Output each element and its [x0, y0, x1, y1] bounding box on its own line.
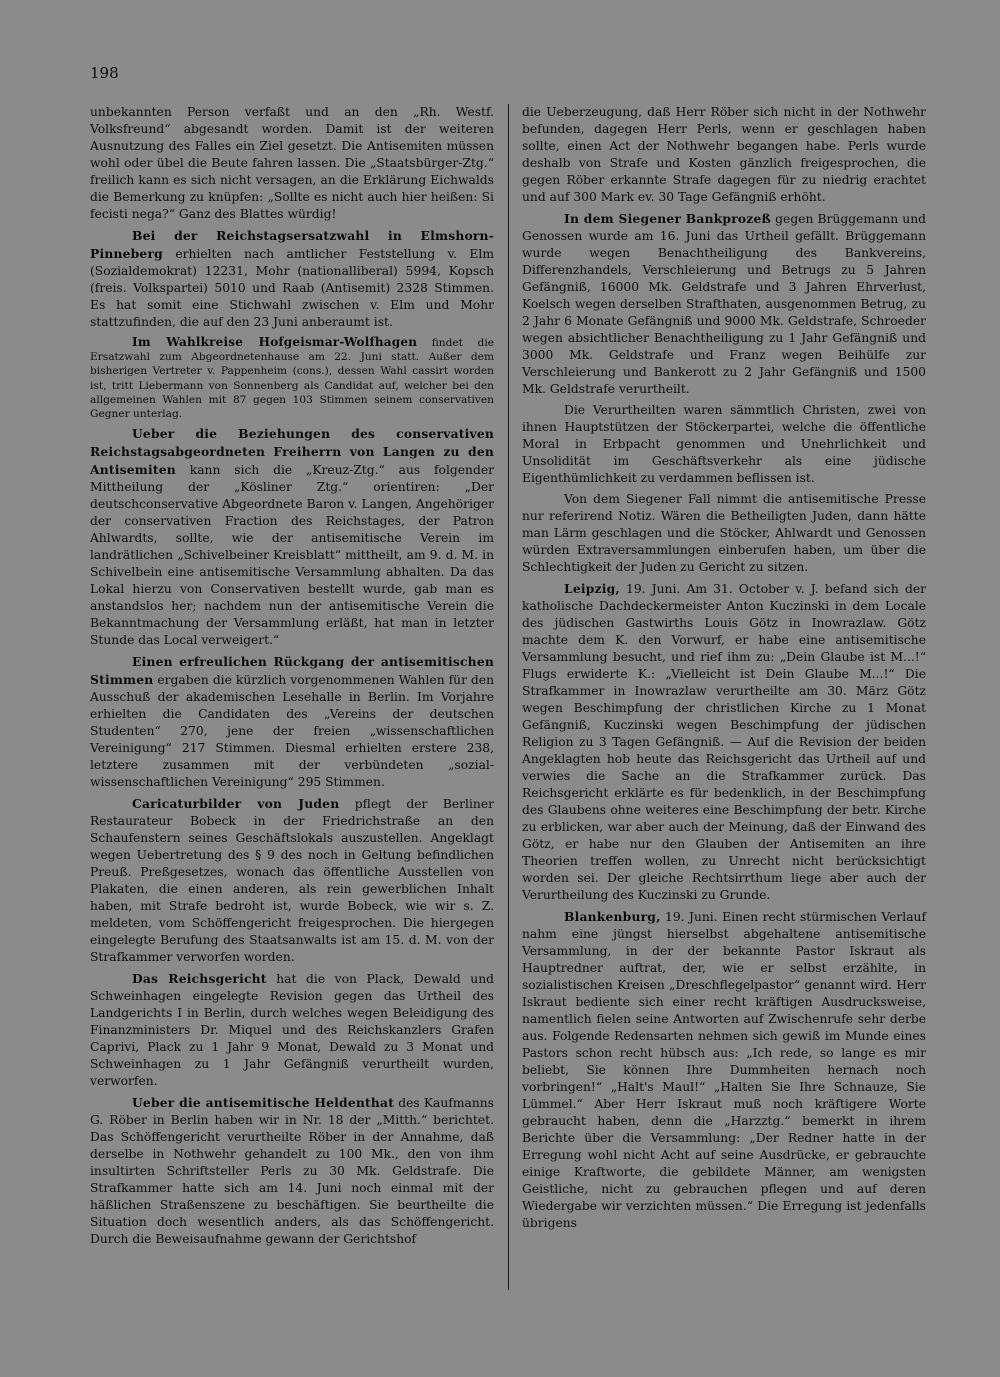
paragraph-langen: Ueber die Beziehungen des conservativen Reichstagsabgeordneten Freiherrn von Langen zu den Antisemiten kann sich die „Kreuz-Ztg.“ aus folgender Mittheilung der „Kösliner Ztg.“ orientiren: „Der deutschconservative Abgeordnete Baron v. Langen, Angehöriger der conservativen Fraction des Reichstages, der Patron Ahlwardts, sollte, wie der antisemitische Verein im landrätlichen „Schivelbeiner Kreisblatt“ mittheilt, am 9. d. M. in Schivelbein eine antisemitische Versammlung abhalten. Da das Lokal hierzu von Conservativen bestellt wurde, gab man es anstandslos her; nachdem nun der antisemitische Verein die Bekanntmachung der Versammlung erläßt, hat man in letzter Stunde das Local verweigert.“ — [90, 426, 494, 648]
paragraph-lead: Einen erfreulichen Rückgang der antisemitischen Stimmen — [90, 654, 494, 688]
paragraph-lead: Bei der Reichstagsersatzwahl in Elmshorn-Pinneberg — [90, 228, 494, 261]
paragraph-caricatur: Caricaturbilder von Juden pflegt der Berliner Restaurateur Bobeck in der Friedrichstraße an den Schaufenstern seines Geschäftslokals auszustellen. Angeklagt wegen Uebertretung des § 9 des noch in Geltung befindlichen Preuß. Preßgesetzes, wonach das öffentliche Ausstellen von Plakaten, die einen anderen, als rein gewerblichen Inhalt haben, mit Strafe bedroht ist, wurde Bobeck, wie wir s. Z. meldeten, vom Schöffengericht freigesprochen. Die hiergegen eingelegte Berufung des Staatsanwalts ist am 15. d. M. von der Strafkammer verworfen worden. — [90, 796, 494, 965]
paragraph-siegener-fall: Von dem Siegener Fall nimmt die antisemitische Presse nur referirend Notiz. Wären die Betheiligten Juden, dann hätte man Lärm geschlagen und die Stöcker, Ahlwardt und Genossen würden Extraversammlungen einberufen haben, um über die Schlechtigkeit der Juden zu Gericht zu sitzen. — [522, 492, 926, 574]
paragraph-lead: Das Reichsgericht — [132, 971, 267, 987]
paragraph-lead: Im Wahlkreise Hofgeismar-Wolfhagen — [132, 335, 418, 349]
paragraph-continuation: unbekannten Person verfaßt und an den „Rh. Westf. Volksfreund“ abgesandt worden. Damit ist der weiteren Ausnutzung des Falles ein Ziel gesetzt. Die Antisemiten müssen wohl oder übel die Beute fahren lassen. Die „Staatsbürger-Ztg.“ freilich kann es sich nicht versagen, an die Erklärung Eichwalds die Bemerkung zu knüpfen: „Sollte es nicht auch hier heißen: Si fecisti nega?“ Ganz des Blattes würdig! — [90, 105, 494, 221]
paragraph-hofgeismar: Im Wahlkreise Hofgeismar-Wolfhagen findet die Ersatzwahl zum Abgeordnetenhause am 22. Juni statt. Außer dem bisherigen Vertreter v. Pappenheim (cons.), dessen Wahl cassirt worden ist, tritt Liebermann von Sonnenberg als Candidat auf, welcher bei den allgemeinen Wahlen mit 87 gegen 103 Stimmen seinem conservativen Gegner unterlag. — [90, 335, 494, 421]
paragraph-siegener: In dem Siegener Bankprozeß gegen Brüggemann und Genossen wurde am 16. Juni das Urtheil gefällt. Brüggemann wurde wegen Benachtheiligung des Bankvereins, Differenzhandels, Verschleierung und Betrugs zu 5 Jahren Gefängniß, 16000 Mk. Geldstrafe und 3 Jahren Ehrverlust, Koelsch wegen derselben Strafthaten, ausgenommen Betrug, zu 2 Jahr 6 Monate Gefängniß und 9000 Mk. Geldstrafe, Schroeder wegen absichtlicher Benachtheiligung zu 1 Jahr Gefängniß und 3000 Mk. Geldstrafe und Franz wegen Beihülfe zur Verschleierung und Bankerott zu 2 Jahr Gefängniß und 1500 Mk. Geldstrafe verurtheilt. — [522, 211, 926, 396]
paragraph-blankenburg: Blankenburg, 19. Juni. Einen recht stürmischen Verlauf nahm eine jüngst hierselbst abgehaltene antisemitische Versammlung, in der der bekannte Pastor Iskraut als Hauptredner auftrat, der, wie er selbst erzählte, in sozialistischen Kreisen „Dreschflegelpastor“ genannt wird. Herr Iskraut bediente sich einer recht kräftigen Ausdrucksweise, namentlich fielen seine Antworten auf Zwischenrufe sehr derbe aus. Folgende Redensarten nehmen sich gewiß im Munde eines Pastors schon recht hübsch aus: „Ich rede, so lange es mir beliebt, Sie können Ihre Dummheiten hernach noch vorbringen!“ „Halt's Maul!“ „Halten Sie Ihre Schnauze, Sie Lümmel.“ Aber Herr Iskraut muß noch kräftigere Worte gebraucht haben, denn die „Harzztg.“ bemerkt in ihrem Berichte über die Versammlung: „Der Redner hatte in der Erregung wohl nicht Acht auf seine Ausdrücke, er gebrauchte einige Kraftworte, die gebildete Männer, am wenigsten Geistliche, nicht zu gebrauchen pflegen und auf deren Wiedergabe wir verzichten müssen.“ Die Erregung ist jedenfalls übrigens — [522, 909, 926, 1230]
paragraph-verurtheilten: Die Verurtheilten waren sämmtlich Christen, zwei von ihnen Hauptstützen der Stöckerpartei, welche die öffentliche Moral in Erbpacht genommen und Unehrlichkeit und Unsolidität im Geschäftsverkehr als eine jüdische Eigenthümlichkeit zu verdammen beflissen ist. — [522, 403, 926, 485]
paragraph-lesehalle: Einen erfreulichen Rückgang der antisemitischen Stimmen ergaben die kürzlich vorgenommenen Wahlen für den Ausschuß der akademischen Lesehalle in Berlin. Im Vorjahre erhielten die Candidaten des „Vereins der deutschen Studenten“ 270, jene der freien „wissenschaftlichen Vereinigung“ 217 Stimmen. Diesmal erhielten erstere 238, letztere zusammen mit der verbündeten „sozial-wissenschaftlichen Vereinigung“ 295 Stimmen. — [90, 654, 494, 790]
paragraph-lead: In dem Siegener Bankprozeß — [564, 211, 772, 226]
paragraph-leipzig: Leipzig, 19. Juni. Am 31. October v. J. befand sich der katholische Dachdeckermeister Anton Kuczinski in dem Locale des jüdischen Gastwirths Louis Götz in Inowrazlaw. Götz machte dem K. den Vorwurf, er habe eine antisemitische Versammlung besucht, und rief ihm zu: „Dein Glaube ist M...!“ Flugs erwiderte K.: „Vielleicht ist Dein Glaube M...!“ Die Strafkammer in Inowrazlaw verurtheilte am 30. März Götz wegen Beschimpfung der christlichen Kirche zu 1 Monat Gefängniß, Kuczinski wegen Beschimpfung der jüdischen Religion zu 3 Tagen Gefängniß. — Auf die Revision der beiden Angeklagten hob heute das Reichsgericht das Urtheil auf und verwies die Sache an die Strafkammer zurück. Das Reichsgericht erklärte es für bedenklich, in der Beschimpfung des Glaubens ohne weiteres eine Beschimpfung der betr. Kirche zu erblicken, war aber auch der Meinung, daß der Einwand des Götz, er habe nur den Glauben der Antisemiten an ihre Theorien treffen wollen, zu Unrecht nicht berücksichtigt worden sei. Der gleiche Rechtsirrthum liege aber auch der Verurtheilung des Kuczinski zu Grunde. — [522, 581, 926, 902]
paragraph-lead: Blankenburg, — [564, 909, 661, 924]
paragraph-heldenthat: Ueber die antisemitische Heldenthat des Kaufmanns G. Röber in Berlin haben wir in Nr. 18 der „Mitth.“ berichtet. Das Schöffengericht verurtheilte Röber in der Annahme, daß derselbe in Nothwehr gehandelt zu 100 Mk., den von ihm insultirten Schriftsteller Perls zu 30 Mk. Geldstrafe. Die Strafkammer hatte sich am 14. Juni noch einmal mit der häßlichen Straßenszene zu beschäftigen. Sie beurtheilte die Situation doch wesentlich anders, als das Schöffengericht. Durch die Beweisaufnahme gewann der Gerichtshof — [90, 1095, 494, 1247]
paragraph-reichsgericht: Das Reichsgericht hat die von Plack, Dewald und Schweinhagen eingelegte Revision gegen das Urtheil des Landgerichts I in Berlin, durch welches wegen Beleidigung des Finanzministers Dr. Miquel und des Reichskanzlers Grafen Caprivi, Plack zu 1 Jahr 9 Monat, Dewald zu 3 Monat und Schweinhagen zu 1 Jahr Gefängniß verurtheilt wurden, verworfen. — [90, 971, 494, 1089]
paragraph-continuation: die Ueberzeugung, daß Herr Röber sich nicht in der Nothwehr befunden, dagegen Herr Perls, wenn er geschlagen haben sollte, einen Act der Nothwehr begangen habe. Perls wurde deshalb von Strafe und Kosten gänzlich freigesprochen, die gegen Röber erkannte Strafe dagegen für zu niedrig erachtet und auf 300 Mark ev. 30 Tage Gefängniß erhöht. — [522, 105, 926, 204]
paragraph-lead: Ueber die Beziehungen des conservativen Reichstagsabgeordneten Freiherrn von Langen zu den Antisemiten — [90, 426, 494, 478]
page-number: 198 — [90, 64, 119, 82]
right-column — [522, 104, 926, 1236]
paragraph-lead: Caricaturbilder von Juden — [132, 796, 340, 812]
left-column — [90, 104, 494, 1252]
column-divider — [508, 104, 509, 1290]
paragraph-elmshorn: Bei der Reichstagsersatzwahl in Elmshorn-Pinneberg erhielten nach amtlicher Feststellung v. Elm (Sozialdemokrat) 12231, Mohr (nationalliberal) 5994, Kopsch (freis. Volkspartei) 5010 und Raab (Antisemit) 2328 Stimmen. Es hat somit eine Stichwahl zwischen v. Elm und Mohr stattzufinden, die auf den 23 Juni anberaumt ist. — [90, 228, 494, 329]
paragraph-lead: Leipzig, — [564, 581, 620, 596]
paragraph-lead: Ueber die antisemitische Heldenthat — [132, 1095, 395, 1111]
